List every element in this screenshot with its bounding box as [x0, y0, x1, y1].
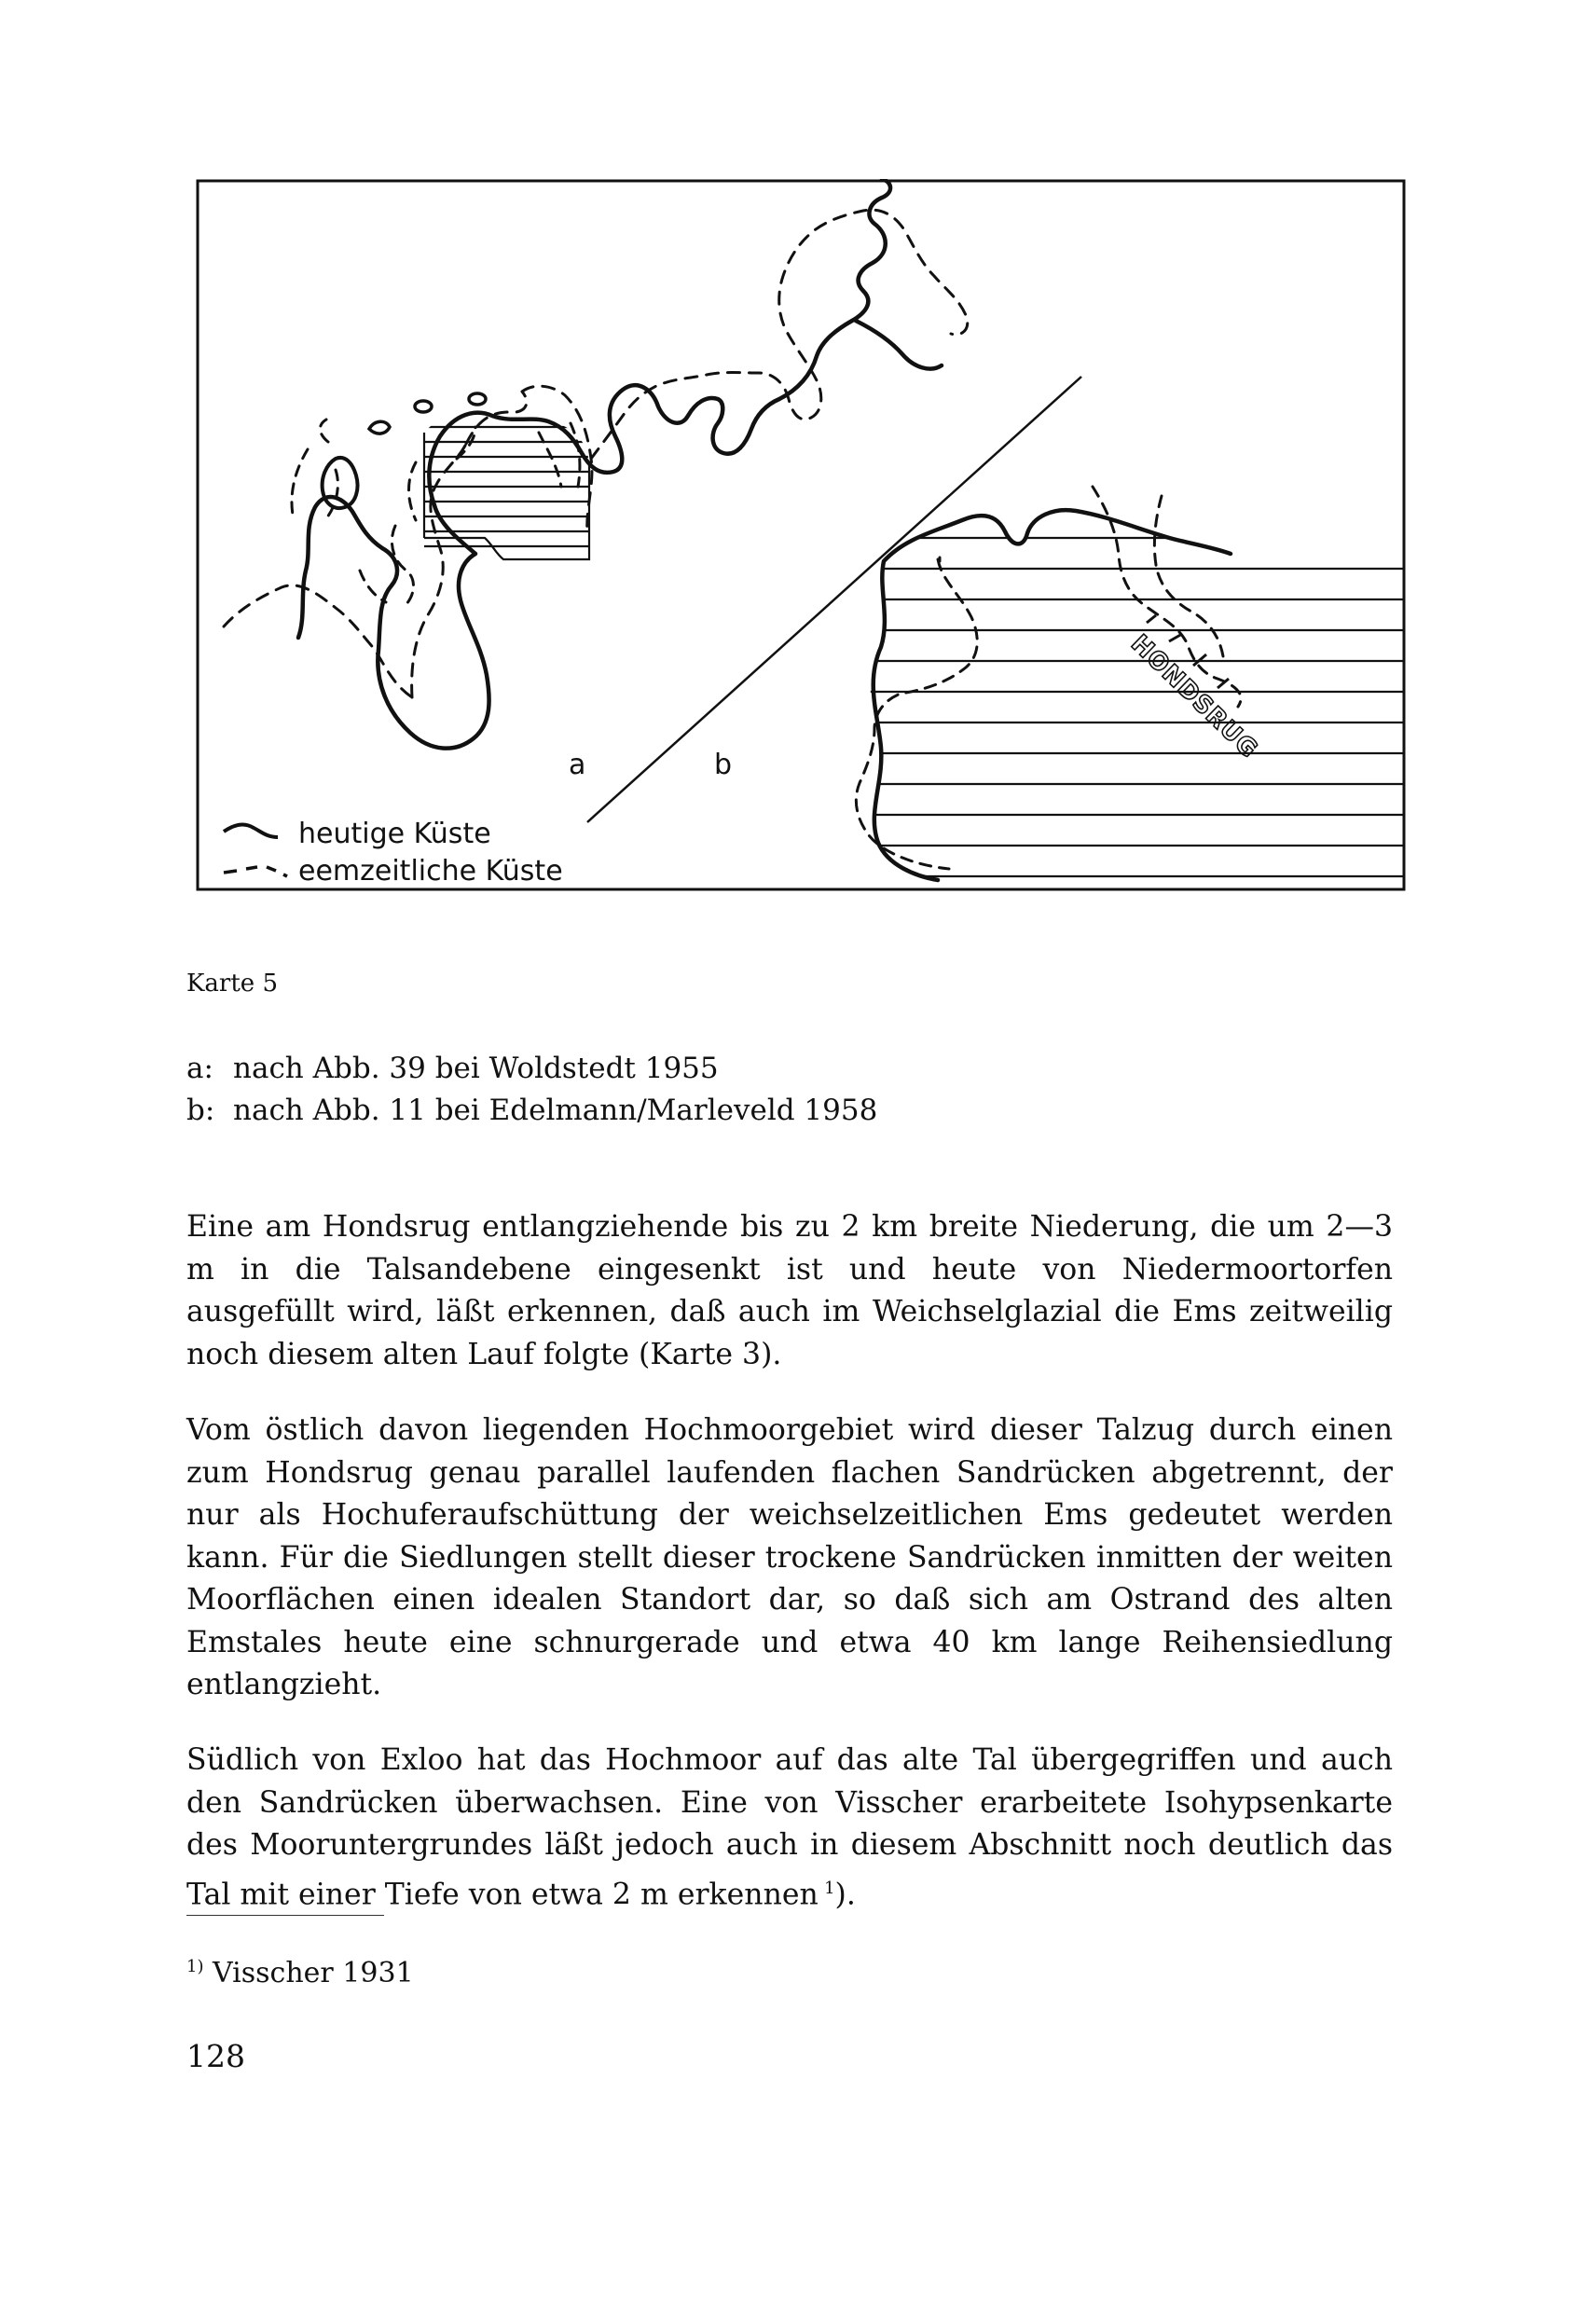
paragraph-1: Eine am Hondsrug entlangziehende bis zu 2 km breite Niederung, die um 2—3 m in die Talsandebene eingesenkt ist und heute von Niedermoortorfen ausgefüllt wird, läßt erkennen, daß auch im Weichselglazial die Ems zeitweilig noch diesem alten Lauf folgte (Karte 3).: [186, 1210, 1393, 1371]
paragraph-3: [186, 1740, 1393, 1917]
source-b-text: nach Abb. 11 bei Edelmann/Marleveld 1958: [233, 1094, 878, 1127]
present-coast-a: [298, 179, 942, 749]
figure-caption: Karte 5: [186, 970, 278, 998]
map-svg: [196, 179, 1408, 893]
footnote-ref: 1: [824, 1878, 835, 1898]
source-b: [186, 1090, 877, 1132]
map-label-a: a: [569, 749, 586, 781]
map-figure: [196, 179, 1408, 893]
footnote-ref-close: ).: [834, 1878, 856, 1911]
figure-sources: [186, 1048, 877, 1132]
footnote-marker: 1): [186, 1957, 204, 1976]
paragraph-2: Vom östlich davon liegenden Hochmoorgebiet wird dieser Talzug durch einen zum Hondsrug genau parallel laufenden flachen Sandrücken abgetrennt, der nur als Hochuferaufschüttung der weichselzeitlichen Ems gedeutet werden kann. Für die Siedlungen stellt dieser trockene Sandrücken inmitten der weiten Moorflächen einen idealen Standort dar, so daß sich am Ostrand des alten Emstales heute eine schnurgerade und etwa 40 km lange Reihensiedlung entlangzieht.: [186, 1413, 1393, 1701]
source-a: [186, 1048, 877, 1090]
footnote: [186, 1948, 414, 1992]
eemian-coast-a: [224, 210, 968, 697]
map-label-b: b: [714, 749, 733, 781]
legend-eemian-coast-label: eemzeitliche Küste: [298, 855, 563, 888]
hondsrug-label: HONDSRUG: [1125, 629, 1263, 764]
legend-present-coast-label: heutige Küste: [298, 818, 491, 850]
legend-present-coast-symbol: [224, 825, 278, 837]
source-b-key: b:: [186, 1094, 215, 1127]
legend-eemian-coast-symbol: [224, 867, 287, 876]
page-number: 128: [186, 2038, 245, 2074]
small-island-1: [415, 401, 432, 412]
small-island-2: [469, 393, 486, 405]
source-a-text: nach Abb. 39 bei Woldstedt 1955: [233, 1052, 719, 1085]
map-legend: [224, 818, 563, 888]
small-island-3: [369, 421, 390, 434]
hatched-area-a-outline: [424, 433, 589, 559]
footnote-text: Visscher 1931: [213, 1957, 414, 1989]
paragraph-3-text: Südlich von Exloo hat das Hochmoor auf das alte Tal übergegriffen und auch den Sandrücken überwachsen. Eine von Visscher erarbeitete Isohypsenkarte des Mooruntergrundes läßt jedoch auch in diesem Abschnitt noch deutlich das Tal mit einer Tiefe von etwa 2 m erkennen: [186, 1743, 1393, 1911]
source-a-key: a:: [186, 1052, 213, 1085]
footnote-rule: [186, 1915, 384, 1916]
